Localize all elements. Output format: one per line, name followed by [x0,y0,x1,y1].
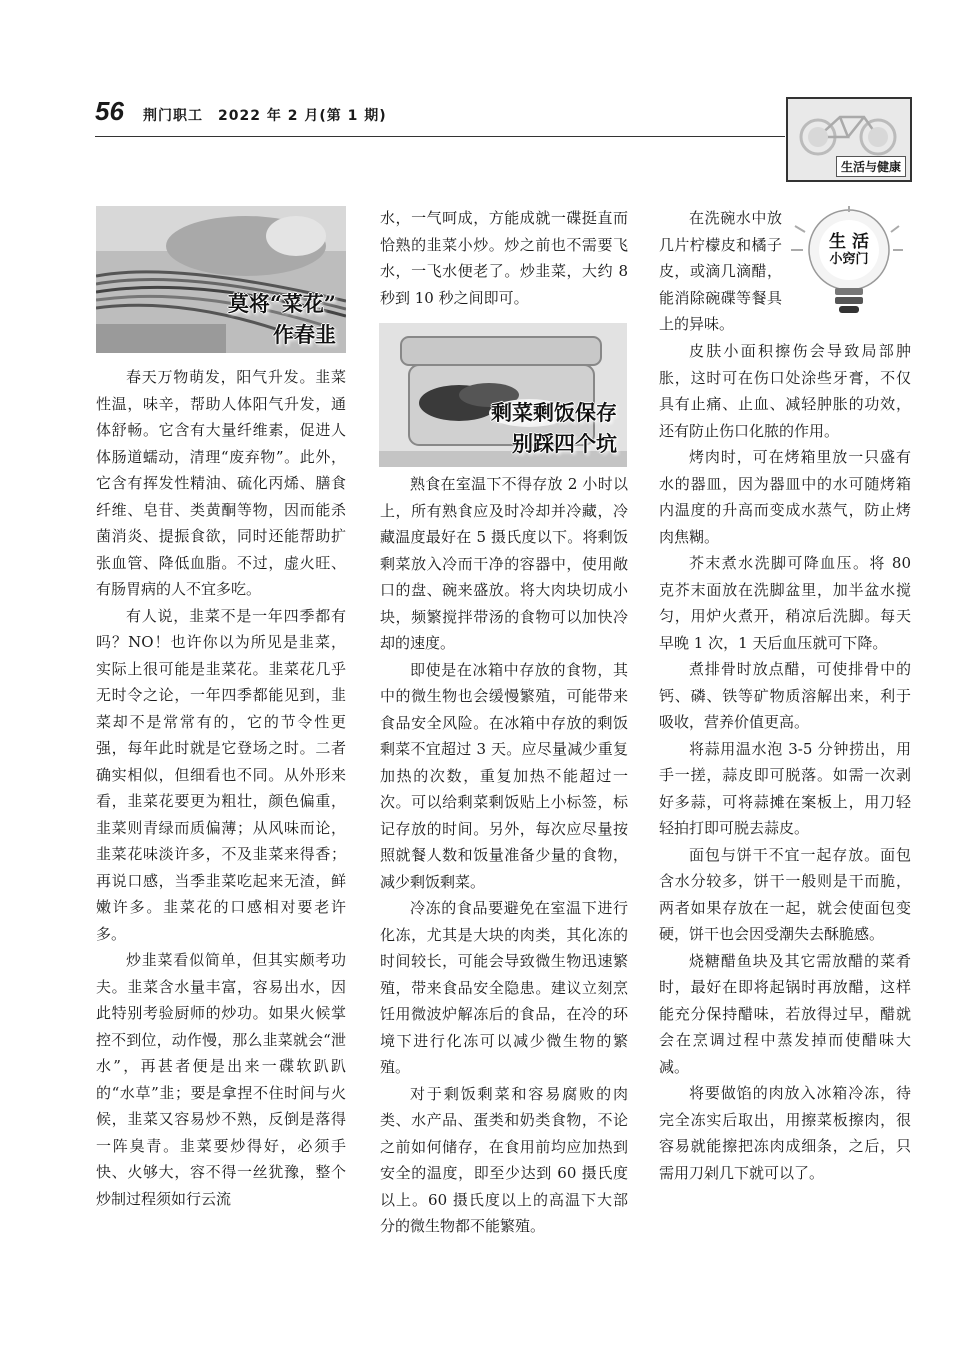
article1-title-line2: 作春韭 [273,322,336,347]
article1-paragraph: 有人说，韭菜不是一年四季都有吗？NO！也许你以为所见是韭菜，实际上很可能是韭菜花。韭菜花几乎无时令之论，一年四季都能见到，韭菜却不是常常有的，它的节令性更强，每年此时就是它登场之时。二者确实相似，但细看也不同。从外形来看，韭菜花要更为粗壮，颜色偏重，韭菜则青绿而质偏薄；从风味而论，韭菜花味淡许多，不及韭菜来得香；再说口感，当季韭菜吃起来无渣，鲜嫩许多。韭菜花的口感相对要老许多。 [96,606,346,943]
article2-body [380,471,628,1240]
tip-paragraph: 在洗碗水中放几片柠檬皮和橘子皮，或滴几滴醋，能消除碗碟等餐具上的异味。 [659,209,782,333]
article2-paragraph: 对于剩饭剩菜和容易腐败的肉类、水产品、蛋类和奶类食物，不论之前如何储存，在食用前均应加热到安全的温度，即至少达到 60 摄氏度以上。60 摄氏度以上的高温下大部分的微生物都不能繁殖。 [380,1084,628,1235]
tips-body [659,338,911,1186]
article2-paragraph: 即使是在冰箱中存放的食物，其中的微生物也会缓慢繁殖，可能带来食品安全风险。在冰箱中存放的剩饭剩菜不宜超过 3 天。应尽量减少重复加热的次数，重复加热不能超过一次。可以给剩菜剩饭贴上小标签，标记存放的时间。另外，每次应尽量按照就餐人数和饭量准备少量的食物，减少剩饭剩菜。 [380,660,628,891]
chives-photo [96,206,346,353]
tip-paragraph: 芥末煮水洗脚可降血压。将 80 克芥末面放在洗脚盆里，加半盆水搅匀，用炉火煮开，稍凉后洗脚。每天早晚 1 次，1 天后血压就可下降。 [659,554,911,652]
tip-paragraph: 煮排骨时放点醋，可使排骨中的钙、磷、铁等矿物质溶解出来，利于吸收，营养价值更高。 [659,660,911,731]
bicycle-icon [794,105,904,157]
article1-continuation: 水，一气呵成，方能成就一碟挺直而恰熟的韭菜小炒。炒之前也不需要飞水，一飞水便老了。炒韭菜，大约 8 秒到 10 秒之间即可。 [380,209,628,307]
tip-paragraph: 将要做馅的肉放入冰箱冷冻，待完全冻实后取出，用擦菜板擦肉，很容易就能擦把冻肉成细条，之后，只需用刀剁几下就可以了。 [659,1084,911,1182]
tips-badge-label-2: 小窍门 [829,252,869,267]
magazine-issue: 荆门职工 2022 年 2 月(第 1 期) [143,108,387,124]
article2-title-line1: 剩菜剩饭保存 [491,400,617,425]
column-1 [96,364,346,1212]
page-number: 56 [95,96,124,126]
tip-paragraph: 皮肤小面积擦伤会导致局部肿胀，这时可在伤口处涂些牙膏，不仅具有止痛、止血、减轻肿胀的功效，还有防止伤口化脓的作用。 [659,342,911,440]
tip-paragraph: 将蒜用温水泡 3-5 分钟捞出，用手一搓，蒜皮即可脱落。如需一次剥好多蒜，可将蒜摊在案板上，用刀轻轻拍打即可脱去蒜皮。 [659,739,911,837]
tip-paragraph: 烤肉时，可在烤箱里放一只盛有水的器皿，因为器皿中的水可随烤箱内温度的升高而变成水蒸气，防止烤肉焦糊。 [659,448,911,546]
article2-paragraph: 冷冻的食品要避免在室温下进行化冻，尤其是大块的肉类，其化冻的时间较长，可能会导致微生物迅速繁殖，带来食品安全隐患。建议立刻烹饪用微波炉解冻后的食品，在冷的环境下进行化冻可以减少微生物的繁殖。 [380,899,628,1076]
article2-title-line2: 别踩四个坑 [512,431,617,456]
article2-paragraph: 熟食在室温下不得存放 2 小时以上，所有熟食应及时冷却并冷藏，冷藏温度最好在 5 摄氏度以下。将剩饭剩菜放入冷而干净的容器中，使用敞口的盘、碗来盛放。将大肉块切成小块，频繁搅拌带汤的食物可以加快冷却的速度。 [380,475,628,652]
article1-title [228,288,336,350]
article1-title-line1: 莫将“菜花” [227,291,336,316]
section-badge [786,97,912,182]
article2-title [491,397,617,459]
column-2 [380,205,628,311]
header-rule [95,136,785,137]
section-label: 生活与健康 [836,156,906,177]
article1-paragraph: 春天万物萌发，阳气升发。韭菜性温，味辛，帮助人体阳气升发，通体舒畅。它含有大量纤维素，促进人体肠道蠕动，清理“废弃物”。此外，它含有挥发性精油、硫化丙烯、膳食纤维、皂苷、类黄酮等物，因而能杀菌消炎、提振食欲，同时还能帮助扩张血管、降低血脂。不过，虚火旺、有肠胃病的人不宜多吃。 [96,368,346,598]
leftovers-photo [379,323,627,467]
tip-first [659,205,782,338]
tips-badge-label-1: 生 活 [829,232,869,252]
tip-paragraph: 烧糖醋鱼块及其它需放醋的菜肴时，最好在即将起锅时再放醋，这样能充分保持醋味，若放得过早，醋就会在烹调过程中蒸发掉而使醋味大减。 [659,951,911,1076]
tip-paragraph: 面包与饼干不宜一起存放。面包含水分较多，饼干一般则是干而脆，两者如果存放在一起，就会使面包变硬，饼干也会因受潮失去酥脆感。 [659,845,911,943]
tips-badge [787,206,907,322]
article1-paragraph: 炒韭菜看似简单，但其实颇考功夫。韭菜含水量丰富，容易出水，因此特别考验厨师的炒功。如果火候掌控不到位，动作慢，那么韭菜就会“泄水”，再甚者便是出来一碟软趴趴的“水草”韭；要是拿捏不住时间与火候，韭菜又容易炒不熟，反倒是落得一阵臭青。韭菜要炒得好，必须手快、火够大，容不得一丝犹豫，整个炒制过程须如行云流 [96,951,346,1208]
